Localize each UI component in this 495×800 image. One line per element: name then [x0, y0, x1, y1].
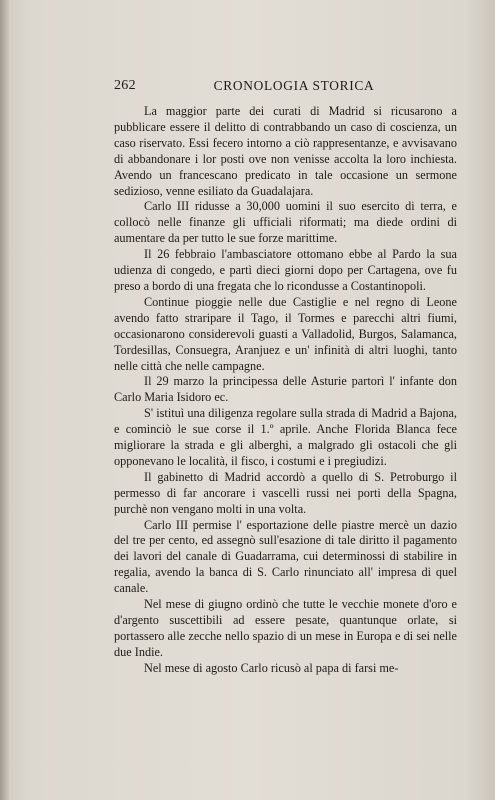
paragraph-esercito: Carlo III ridusse a 30,000 uomini il suo esercito di terra, e collocò nelle finanze gli ufficiali riformati; ma diede ordini di aumentare da per tutto le sue forze marittime. [114, 199, 457, 246]
running-title: CRONOLOGIA STORICA [213, 78, 375, 93]
paragraph-ambasciatore: Il 26 febbraio l'ambasciatore ottomano ebbe al Pardo la sua udienza di congedo, e partì dieci giorni dopo per Cartagena, ove fu preso a bordo di una fregata che lo ricondusse a Costantinopoli. [114, 247, 457, 293]
paragraph-principessa: Il 29 marzo la principessa delle Asturie partorì l' infante don Carlo Maria Isidoro ec. [114, 374, 457, 405]
paragraph-curati-madrid: La maggior parte dei curati di Madrid si ricusarono a pubblicare essere il delitto di contrabbando un caso di coscienza, un caso riservato. Essi fecero intorno a ciò rappresentanze, e avvisavano di abbandonare i lor posti ove non venisse accolta la loro inchiesta. Avendo un francescano predicato in tale occasione un sermone sedizioso, venne esiliato da Guadalajara. [114, 104, 457, 198]
page-header [114, 78, 464, 98]
paragraph-piastre: Carlo III permise l' esportazione delle piastre mercè un dazio del tre per cento, ed assegnò sull'esazione di tale diritto il pagamento dei lavori del canale di Guadarrama, cui determinossi di stabilire in regalia, avendo la banca di S. Carlo rinunciato all' impresa di quel canale. [114, 517, 457, 596]
paragraph-agosto: Nel mese di agosto Carlo ricusò al papa di farsi me- [144, 660, 399, 675]
paragraph-monete: Nel mese di giugno ordinò che tutte le vecchie monete d'oro e d'argento suscettibili ad essere pesate, quantunque orlate, si portassero alle zecche nello spazio di un mese in Europa e di sei nelle due Indie. [114, 597, 457, 659]
paragraph-pioggie: Continue pioggie nelle due Castiglie e nel regno di Leone avendo fatto straripare il Tago, il Tormes e parecchi altri fiumi, occasionarono considerevoli guasti a Valladolid, Burgos, Salamanca, Tordesillas, Consuegra, Aranjuez e un' infinità di altri luoghi, tanto nelle città che nelle campagne. [114, 294, 457, 373]
page-gutter-shadow [0, 0, 10, 800]
paragraph-gabinetto: Il gabinetto di Madrid accordò a quello di S. Petroburgo il permesso di far ancorare i vascelli russi nei porti della Spagna, purchè non vengano molti in una volta. [114, 469, 457, 516]
paragraph-diligenza: S' istituì una diligenza regolare sulla strada di Madrid a Bajona, e cominciò le sue corse il 1.º aprile. Anche Florida Blanca fece migliorare la strada e gli alberghi, a malgrado gli ostacoli che gli opponevano le località, il fisco, i costumi e i pregiudizi. [114, 406, 457, 468]
page-number: 262 [114, 78, 136, 93]
body-text [114, 104, 457, 677]
